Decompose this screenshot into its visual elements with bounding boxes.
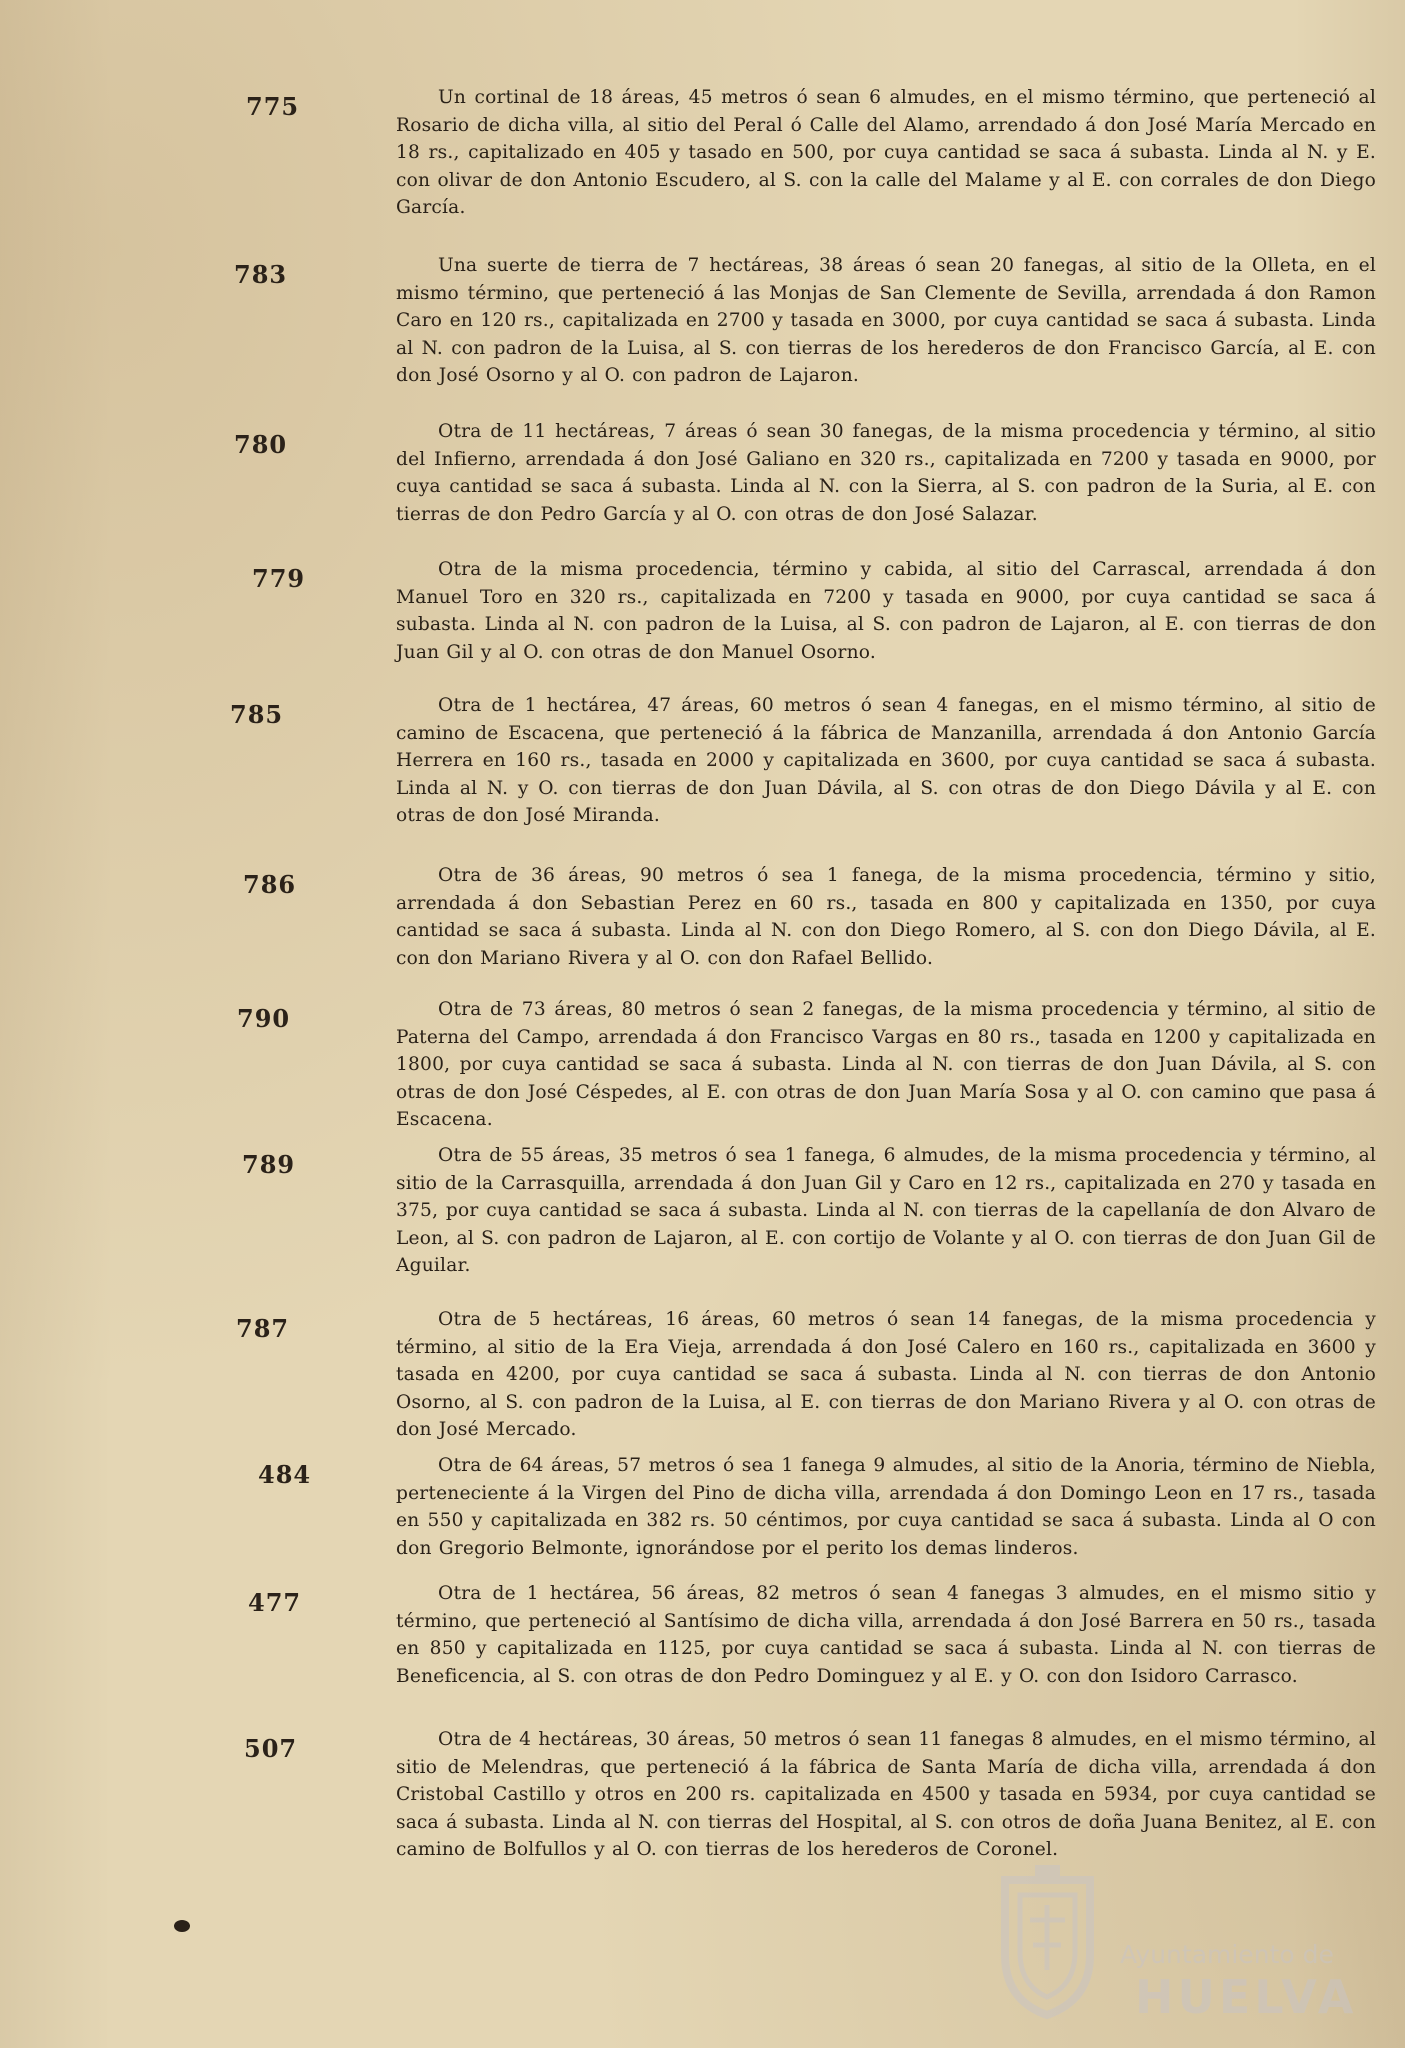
entry-number: 779: [252, 564, 306, 593]
entry-text: Una suerte de tierra de 7 hectáreas, 38 áreas ó sean 20 fanegas, al sitio de la Olleta, en el mismo término, que perteneció á las Monjas de San Clemente de Sevilla, arrendada á don Ramon Caro en 120 rs., capitalizada en 2700 y tasada en 3000, por cuya cantidad se saca á subasta. Linda al N. con padron de la Luisa, al S. con tierras de los herederos de don Francisco García, al E. con don José Osorno y al O. con padron de Lajaron.: [396, 255, 1376, 386]
entry-number: 507: [244, 1734, 298, 1763]
entry-text: Otra de 36 áreas, 90 metros ó sea 1 fanega, de la misma procedencia, término y sitio, arrendada á don Sebastian Perez en 60 rs., tasada en 800 y capitalizada en 1350, por cuya cantidad se saca á subasta. Linda al N. con don Diego Romero, al S. con don Diego Dávila, al E. con don Mariano Rivera y al O. con don Rafael Bellido.: [396, 865, 1376, 969]
entry-text: Otra de 11 hectáreas, 7 áreas ó sean 30 fanegas, de la misma procedencia y término, al sitio del Infierno, arrendada á don José Galiano en 320 rs., capitalizada en 7200 y tasada en 9000, por cuya cantidad se saca á subasta. Linda al N. con la Sierra, al S. con padron de la Suria, al E. con tierras de don Pedro García y al O. con otras de don José Salazar.: [396, 421, 1376, 525]
entry-number: 785: [230, 700, 284, 729]
entry-number: 789: [242, 1150, 296, 1179]
entry-text: Otra de 1 hectárea, 56 áreas, 82 metros ó sean 4 fanegas 3 almudes, en el mismo sitio y término, que perteneció al Santísimo de dicha villa, arrendada á don José Barrera en 50 rs., tasada en 850 y capitalizada en 1125, por cuya cantidad se saca á subasta. Linda al N. con tierras de Beneficencia, al S. con otras de don Pedro Dominguez y al E. y O. con don Isidoro Carrasco.: [396, 1583, 1376, 1687]
entry-text: Otra de 4 hectáreas, 30 áreas, 50 metros ó sean 11 fanegas 8 almudes, en el mismo término, al sitio de Melendras, que perteneció á la fábrica de Santa María de dicha villa, arrendada á don Cristobal Castillo y otros en 200 rs. capitalizada en 4500 y tasada en 5934, por cuya cantidad se saca á subasta. Linda al N. con tierras del Hospital, al S. con otros de doña Juana Benitez, al E. con camino de Bolfullos y al O. con tierras de los herederos de Coronel.: [396, 1729, 1376, 1860]
watermark-line-2: HUELVA: [1135, 1970, 1358, 2024]
watermark: [985, 1860, 1358, 2030]
entry-number: 783: [234, 260, 288, 289]
entry-number: 786: [243, 870, 297, 899]
entry-number: 484: [258, 1460, 312, 1489]
entry-text: Otra de 73 áreas, 80 metros ó sean 2 fanegas, de la misma procedencia y término, al sitio de Paterna del Campo, arrendada á don Francisco Vargas en 80 rs., tasada en 1200 y capitalizada en 1800, por cuya cantidad se saca á subasta. Linda al N. con tierras de don Juan Dávila, al S. con otras de don José Céspedes, al E. con otras de don Juan María Sosa y al O. con camino que pasa á Escacena.: [396, 999, 1376, 1130]
entry-text: Un cortinal de 18 áreas, 45 metros ó sean 6 almudes, en el mismo término, que perteneció al Rosario de dicha villa, al sitio del Peral ó Calle del Alamo, arrendado á don José María Mercado en 18 rs., capitalizado en 405 y tasado en 500, por cuya cantidad se saca á subasta. Linda al N. y E. con olivar de don Antonio Escudero, al S. con la calle del Malame y al E. con corrales de don Diego García.: [396, 87, 1376, 218]
entry-text: Otra de 1 hectárea, 47 áreas, 60 metros ó sean 4 fanegas, en el mismo término, al sitio de camino de Escacena, que perteneció á la fábrica de Manzanilla, arrendada á don Antonio García Herrera en 160 rs., tasada en 2000 y capitalizada en 3600, por cuya cantidad se saca á subasta. Linda al N. y O. con tierras de don Juan Dávila, al S. con otras de don Diego Dávila y al E. con otras de don José Miranda.: [396, 695, 1376, 826]
entry-text: Otra de la misma procedencia, término y cabida, al sitio del Carrascal, arrendada á don Manuel Toro en 320 rs., capitalizada en 7200 y tasada en 9000, por cuya cantidad se saca á subasta. Linda al N. con padron de la Luisa, al S. con padron de Lajaron, al E. con tierras de don Juan Gil y al O. con otras de don Manuel Osorno.: [396, 559, 1376, 663]
ink-blot: [174, 1920, 190, 1932]
watermark-line-1: Ayuntamiento de: [1120, 1940, 1334, 1969]
entry-number: 787: [236, 1314, 290, 1343]
entry-text: Otra de 5 hectáreas, 16 áreas, 60 metros ó sean 14 fanegas, de la misma procedencia y término, al sitio de la Era Vieja, arrendada á don José Calero en 160 rs., capitalizada en 3600 y tasada en 4200, por cuya cantidad se saca á subasta. Linda al N. con tierras de don Antonio Osorno, al S. con padron de la Luisa, al E. con tierras de don Mariano Rivera y al O. con otras de don José Mercado.: [396, 1309, 1376, 1440]
entry-number: 780: [234, 430, 288, 459]
entry-number: 477: [248, 1588, 302, 1617]
entry-number: 790: [237, 1004, 291, 1033]
entry-number: 775: [246, 92, 300, 121]
city-seal-icon: [985, 1860, 1110, 2020]
entry-text: Otra de 55 áreas, 35 metros ó sea 1 fanega, 6 almudes, de la misma procedencia y término, al sitio de la Carrasquilla, arrendada á don Juan Gil y Caro en 12 rs., capitalizada en 270 y tasada en 375, por cuya cantidad se saca á subasta. Linda al N. con tierras de la capellanía de don Alvaro de Leon, al S. con padron de Lajaron, al E. con cortijo de Volante y al O. con tierras de don Juan Gil de Aguilar.: [396, 1145, 1376, 1276]
entry-text: Otra de 64 áreas, 57 metros ó sea 1 fanega 9 almudes, al sitio de la Anoria, término de Niebla, perteneciente á la Virgen del Pino de dicha villa, arrendada á don Domingo Leon en 17 rs., tasada en 550 y capitalizada en 382 rs. 50 céntimos, por cuya cantidad se saca á subasta. Linda al O con don Gregorio Belmonte, ignorándose por el perito los demas linderos.: [396, 1455, 1376, 1559]
